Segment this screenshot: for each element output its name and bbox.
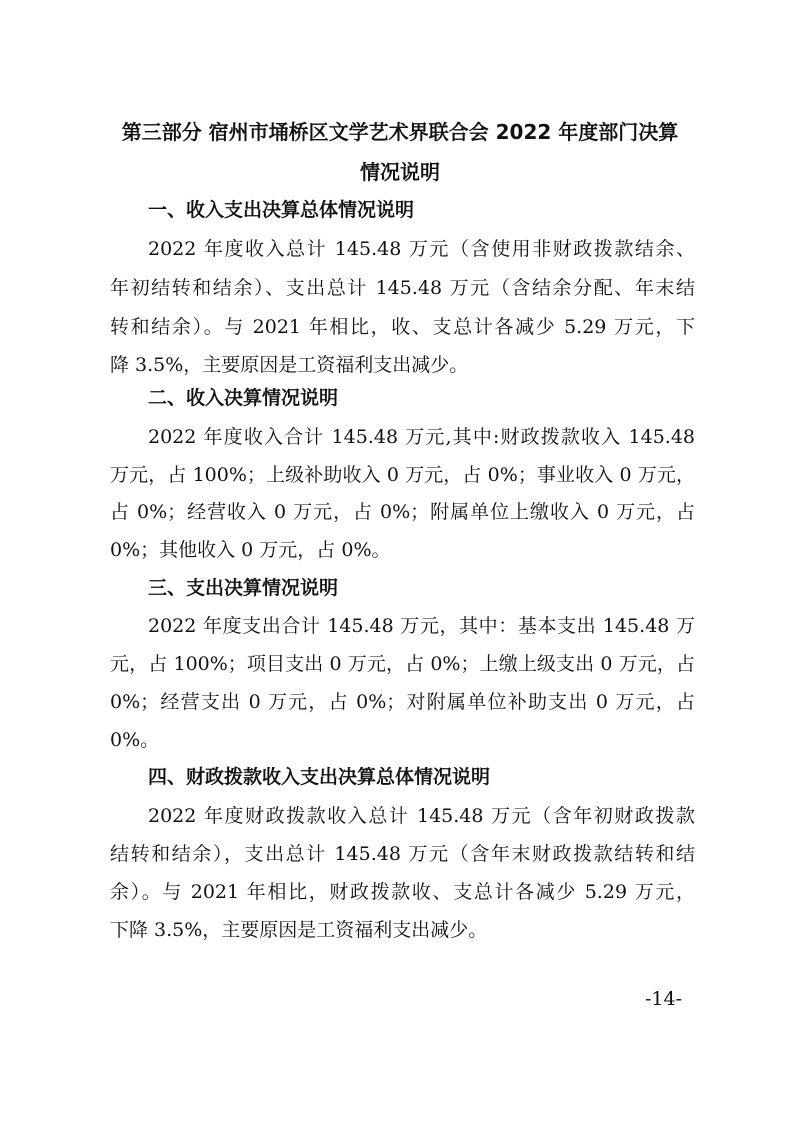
paragraph-line: 转和结余）。与 2021 年相比，收、支总计各减少 5.29 万元，下 [110,316,695,338]
document-title: 第三部分 宿州市埇桥区文学艺术界联合会 2022 年度部门决算 [121,120,679,144]
section-heading-expenditure: 三、支出决算情况说明 [148,577,339,599]
section-heading-income: 二、收入决算情况说明 [148,387,339,409]
paragraph-line: 0%。 [110,729,160,751]
paragraph-line: 0%；经营支出 0 万元，占 0%；对附属单位补助支出 0 万元，占 [110,691,695,713]
section-heading-fiscal-appropriation-overview: 四、财政拨款收入支出决算总体情况说明 [148,766,491,788]
page-number: -14- [645,988,683,1010]
paragraph-line: 结转和结余），支出总计 145.48 万元（含年末财政拨款结转和结 [110,843,695,865]
paragraph-line: 2022 年度支出合计 145.48 万元，其中：基本支出 145.48 万 [148,615,695,637]
paragraph-line: 2022 年度收入合计 145.48 万元,其中:财政拨款收入 145.48 [148,426,695,448]
paragraph-line: 余）。与 2021 年相比，财政拨款收、支总计各减少 5.29 万元， [110,881,695,903]
paragraph-line: 下降 3.5%，主要原因是工资福利支出减少。 [110,919,488,941]
paragraph-line: 2022 年度财政拨款收入总计 145.48 万元（含年初财政拨款 [148,805,695,827]
paragraph-line: 年初结转和结余）、支出总计 145.48 万元（含结余分配、年末结 [110,277,695,299]
paragraph-line: 降 3.5%，主要原因是工资福利支出减少。 [110,354,469,376]
paragraph-line: 占 0%；经营收入 0 万元，占 0%；附属单位上缴收入 0 万元，占 [110,501,695,523]
section-heading-income-expenditure-overview: 一、收入支出决算总体情况说明 [148,199,415,221]
paragraph-line: 万元，占 100%；上级补助收入 0 万元，占 0%；事业收入 0 万元， [110,464,695,486]
paragraph-line: 0%；其他收入 0 万元，占 0%。 [110,539,391,561]
document-title-continued: 情况说明 [360,160,440,184]
paragraph-line: 元，占 100%；项目支出 0 万元，占 0%；上缴上级支出 0 万元，占 [110,653,695,675]
paragraph-line: 2022 年度收入总计 145.48 万元（含使用非财政拨款结余、 [148,238,695,260]
